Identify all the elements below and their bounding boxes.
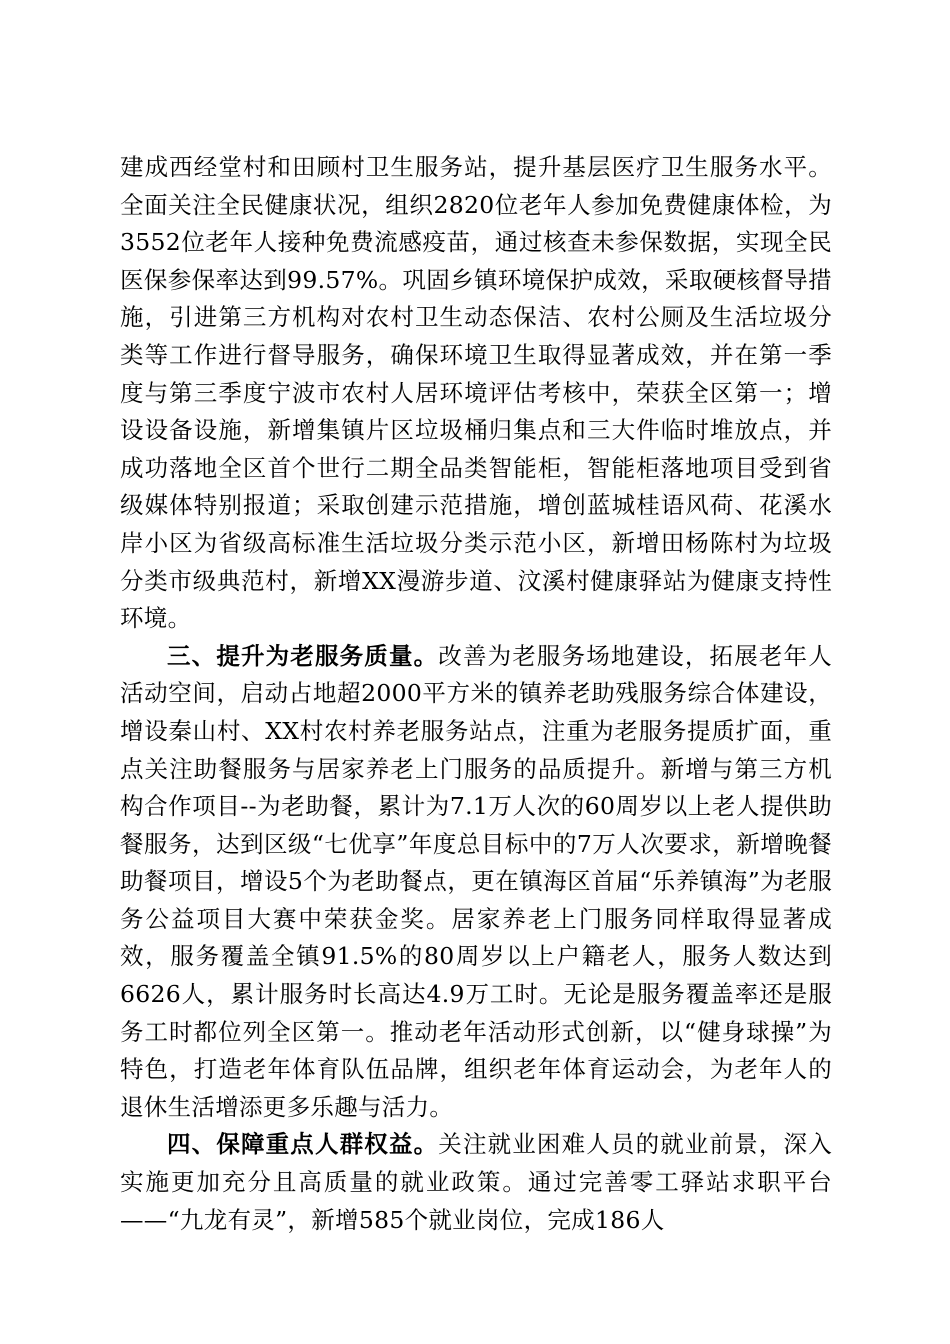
- paragraph-body: 改善为老服务场地建设，拓展老年人活动空间，启动占地超2000平方米的镇养老助残服务综合体建设，增设秦山村、XX村农村养老服务站点，注重为老服务提质扩面，重点关注助餐服务与居家养老上门服务的品质提升。新增与第三方机构合作项目--为老助餐，累计为7.1万人次的60周岁以上老人提供助餐服务，达到区级“七优享”年度总目标中的7万人次要求，新增晚餐助餐项目，增设5个为老助餐点，更在镇海区首届“乐养镇海”为老服务公益项目大赛中荣获金奖。居家养老上门服务同样取得显著成效，服务覆盖全镇91.5%的80周岁以上户籍老人，服务人数达到6626人，累计服务时长高达4.9万工时。无论是服务覆盖率还是服务工时都位列全区第一。推动老年活动形式创新，以“健身球操”为特色，打造老年体育队伍品牌，组织老年体育运动会，为老年人的退休生活增添更多乐趣与活力。: [120, 641, 832, 1121]
- paragraph-body: 关注就业困难人员的就业前景，深入实施更加充分且高质量的就业政策。通过完善零工驿站求职平台——“九龙有灵”，新增585个就业岗位，完成186人: [120, 1130, 832, 1234]
- section-heading: 四、保障重点人群权益。: [167, 1130, 439, 1159]
- paragraph-body: 建成西经堂村和田顾村卫生服务站，提升基层医疗卫生服务水平。全面关注全民健康状况，组织2820位老年人参加免费健康体检，为3552位老年人接种免费流感疫苗，通过核查未参保数据，实现全民医保参保率达到99.57%。巩固乡镇环境保护成效，采取硬核督导措施，引进第三方机构对农村卫生动态保洁、农村公厕及生活垃圾分类等工作进行督导服务，确保环境卫生取得显著成效，并在第一季度与第三季度宁波市农村人居环境评估考核中，荣获全区第一；增设设备设施，新增集镇片区垃圾桶归集点和三大件临时堆放点，并成功落地全区首个世行二期全品类智能柜，智能柜落地项目受到省级媒体特别报道；采取创建示范措施，增创蓝城桂语风荷、花溪水岸小区为省级高标准生活垃圾分类示范小区，新增田杨陈村为垃圾分类市级典范村，新增XX漫游步道、汶溪村健康驿站为健康支持性环境。: [120, 153, 832, 633]
- section-heading: 三、提升为老服务质量。: [167, 641, 439, 670]
- paragraph-elderly-service: [120, 638, 832, 1127]
- document-page: [120, 149, 832, 1239]
- paragraph-health-environment: [120, 149, 832, 638]
- paragraph-key-groups: [120, 1126, 832, 1239]
